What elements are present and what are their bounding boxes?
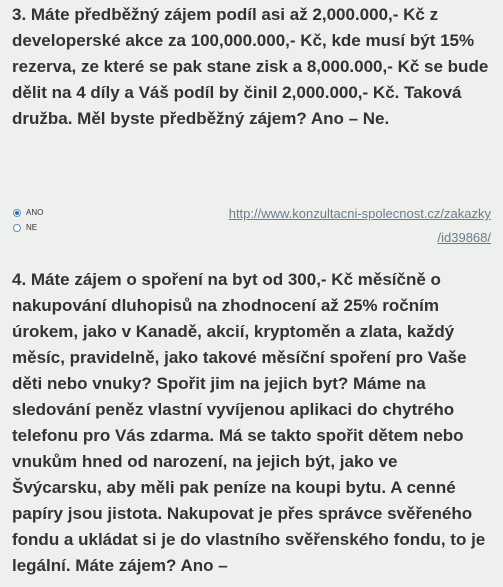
- question-3-options: [13, 205, 43, 235]
- option-ano[interactable]: [13, 205, 43, 220]
- option-ano-label: ANO: [26, 208, 44, 217]
- question-3-text: 3. Máte předběžný zájem podíl asi až 2,000.000,- Kč z developerské akce za 100,000.000,- Kč, kde musí být 15% rezerva, ze které se pak stane zisk a 8,000.000,- Kč se bude dělit na 4 díly a Váš podíl by činil 2,000.000,- Kč. Taková družba. Měl byste předběžný zájem? Ano – Ne.: [12, 5, 489, 128]
- option-ne-label: NE: [26, 223, 38, 232]
- option-ne[interactable]: [13, 220, 43, 235]
- source-link-line-1[interactable]: http://www.konzultacni-spolecnost.cz/zakazky: [228, 206, 491, 221]
- radio-ano[interactable]: [13, 209, 21, 217]
- source-link[interactable]: [191, 202, 491, 250]
- source-link-line-2[interactable]: /id39868/: [437, 230, 491, 245]
- radio-ne[interactable]: [13, 224, 21, 232]
- question-4-text: 4. Máte zájem o spoření na byt od 300,- Kč měsíčně o nakupování dluhopisů na zhodnocení až 25% ročním úrokem, jako v Kanadě, akcií, kryptoměn a zlata, každý měsíc, pravidelně, jako takové měsíční spoření pro Vaše děti nebo vnuky? Spořit jim na jejich byt? Máme na sledování peněz vlastní vyvíjenou aplikaci do chytrého telefonu pro Vás zdarma. Má se takto spořit dětem nebo vnukům hned od narození, na jejich být, jako ve Švýcarsku, aby měli pak peníze na koupi bytu. A cenné papíry jsou jistota. Nakupovat je přes správce svěřeného fondu a ukládat si je do vlastního svěřenského fondu, to je legální. Máte zájem? Ano –: [12, 270, 486, 575]
